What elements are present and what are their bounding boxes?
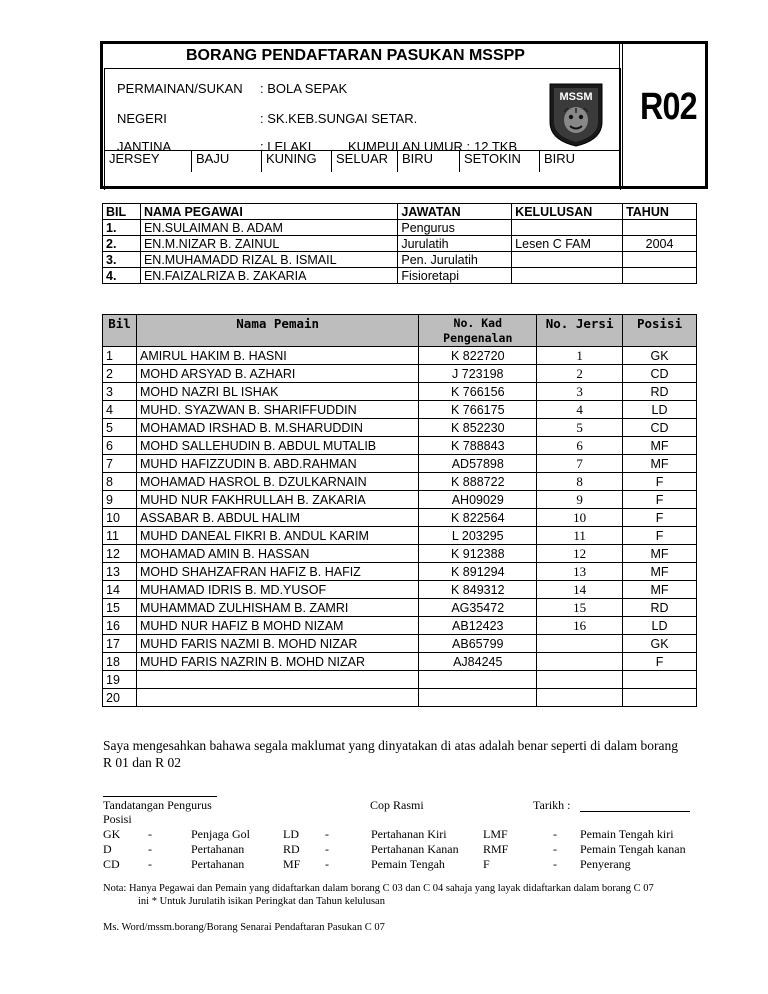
- player-posisi-cell: RD: [623, 599, 697, 617]
- declaration: [103, 737, 703, 771]
- negeri-label: NEGERI: [117, 111, 167, 126]
- player-bil-cell: 15: [103, 599, 137, 617]
- official-nama-pegawai-cell: EN.M.NIZAR B. ZAINUL: [140, 236, 397, 252]
- player-posisi-cell: MF: [623, 545, 697, 563]
- player-no-kad-cell: J 723198: [419, 365, 537, 383]
- player-nama-pemain-cell: MOHAMAD IRSHAD B. M.SHARUDDIN: [136, 419, 418, 437]
- player-bil-cell: 6: [103, 437, 137, 455]
- legend-cell: -: [325, 842, 329, 856]
- header-divider: [622, 44, 623, 186]
- player-no-kad-cell: [419, 671, 537, 689]
- official-row: [103, 236, 697, 252]
- stamp-label: Cop Rasmi: [370, 798, 424, 812]
- legend-cell: Pemain Tengah kiri: [580, 827, 674, 841]
- legend-cell: D: [103, 842, 112, 856]
- permainan-label: PERMAINAN/SUKAN: [117, 81, 243, 96]
- player-no-kad-cell: K 766175: [419, 401, 537, 419]
- player-nama-pemain-cell: [136, 689, 418, 707]
- player-no-jersi-cell: 12: [537, 545, 623, 563]
- player-posisi-cell: LD: [623, 401, 697, 419]
- player-row: [103, 491, 697, 509]
- legend-cell: RMF: [483, 842, 509, 856]
- logo-text: MSSM: [559, 91, 593, 103]
- baju-label: BAJU: [191, 150, 261, 172]
- legend-cell: RD: [283, 842, 300, 856]
- player-no-kad-cell: K 766156: [419, 383, 537, 401]
- col-bil: BIL: [103, 204, 141, 220]
- player-bil-cell: 7: [103, 455, 137, 473]
- player-nama-pemain-cell: MOHD NAZRI BL ISHAK: [136, 383, 418, 401]
- player-no-kad-cell: AG35472: [419, 599, 537, 617]
- player-no-jersi-cell: [537, 671, 623, 689]
- declaration-line-2: R 01 dan R 02: [103, 755, 182, 770]
- player-nama-pemain-cell: MOHAMAD AMIN B. HASSAN: [136, 545, 418, 563]
- header-box: [100, 41, 708, 189]
- player-row: [103, 671, 697, 689]
- player-nama-pemain-cell: MUHAMAD IDRIS B. MD.YUSOF: [136, 581, 418, 599]
- player-no-kad-cell: K 888722: [419, 473, 537, 491]
- legend-row: [103, 842, 703, 857]
- player-bil-cell: 18: [103, 653, 137, 671]
- legend-cell: Penyerang: [580, 857, 631, 871]
- official-kelulusan-cell: Lesen C FAM: [512, 236, 623, 252]
- official-kelulusan-cell: [512, 220, 623, 236]
- player-row: [103, 401, 697, 419]
- player-row: [103, 545, 697, 563]
- note-line-2: ini * Untuk Jurulatih isikan Peringkat dan Tahun kelulusan: [138, 896, 385, 907]
- player-bil-cell: 16: [103, 617, 137, 635]
- player-row: [103, 383, 697, 401]
- legend-cell: Pertahanan: [191, 842, 245, 856]
- player-nama-pemain-cell: AMIRUL HAKIM B. HASNI: [136, 347, 418, 365]
- col-jawatan: JAWATAN: [398, 204, 512, 220]
- official-row: [103, 268, 697, 284]
- legend-cell: -: [148, 857, 152, 871]
- signature-label: Tandatangan Pengurus: [103, 798, 212, 812]
- player-no-kad-cell: L 203295: [419, 527, 537, 545]
- player-posisi-cell: F: [623, 491, 697, 509]
- player-bil-cell: 2: [103, 365, 137, 383]
- player-row: [103, 437, 697, 455]
- player-nama-pemain-cell: MOHD SHAHZAFRAN HAFIZ B. HAFIZ: [136, 563, 418, 581]
- player-no-jersi-cell: 13: [537, 563, 623, 581]
- official-nama-pegawai-cell: EN.MUHAMADD RIZAL B. ISMAIL: [140, 252, 397, 268]
- player-posisi-cell: LD: [623, 617, 697, 635]
- player-no-jersi-cell: 5: [537, 419, 623, 437]
- player-bil-cell: 5: [103, 419, 137, 437]
- footer-path: Ms. Word/mssm.borang/Borang Senarai Pendaftaran Pasukan C 07: [103, 922, 385, 933]
- officials-table: [102, 203, 697, 284]
- note-line-1: Nota: Hanya Pegawai dan Pemain yang didaftarkan dalam borang C 03 dan C 04 sahaja yang layak didaftarkan dalam borang C 07: [103, 883, 654, 894]
- player-posisi-cell: MF: [623, 455, 697, 473]
- official-tahun-cell: 2004: [623, 236, 697, 252]
- player-nama-pemain-cell: [136, 671, 418, 689]
- kumpulan-label: KUMPULAN UMUR :: [348, 139, 471, 154]
- player-no-jersi-cell: 8: [537, 473, 623, 491]
- legend-cell: -: [325, 857, 329, 871]
- player-no-jersi-cell: 7: [537, 455, 623, 473]
- player-posisi-cell: CD: [623, 419, 697, 437]
- player-row: [103, 527, 697, 545]
- player-posisi-cell: GK: [623, 347, 697, 365]
- player-row: [103, 455, 697, 473]
- legend-cell: Pertahanan Kiri: [371, 827, 447, 841]
- form-title: BORANG PENDAFTARAN PASUKAN MSSPP: [186, 47, 525, 64]
- player-row: [103, 365, 697, 383]
- player-posisi-cell: GK: [623, 635, 697, 653]
- col-bil: Bil: [103, 315, 137, 347]
- player-no-kad-cell: AB65799: [419, 635, 537, 653]
- player-nama-pemain-cell: MUHD NUR HAFIZ B MOHD NIZAM: [136, 617, 418, 635]
- player-no-kad-cell: K 852230: [419, 419, 537, 437]
- legend-row: [103, 827, 703, 842]
- player-no-kad-cell: AD57898: [419, 455, 537, 473]
- official-tahun-cell: [623, 252, 697, 268]
- player-row: [103, 419, 697, 437]
- official-kelulusan-cell: [512, 268, 623, 284]
- signature-line: [103, 796, 217, 797]
- player-row: [103, 581, 697, 599]
- player-bil-cell: 11: [103, 527, 137, 545]
- legend-title: Posisi: [103, 812, 132, 826]
- player-no-kad-cell: K 822720: [419, 347, 537, 365]
- player-no-kad-cell: K 849312: [419, 581, 537, 599]
- player-no-jersi-cell: 9: [537, 491, 623, 509]
- player-bil-cell: 1: [103, 347, 137, 365]
- player-bil-cell: 12: [103, 545, 137, 563]
- player-posisi-cell: F: [623, 473, 697, 491]
- official-jawatan-cell: Pengurus: [398, 220, 512, 236]
- player-bil-cell: 10: [103, 509, 137, 527]
- official-jawatan-cell: Fisioretapi: [398, 268, 512, 284]
- legend-cell: Pertahanan Kanan: [371, 842, 459, 856]
- players-header-row: [103, 315, 697, 347]
- player-posisi-cell: [623, 671, 697, 689]
- official-jawatan-cell: Jurulatih: [398, 236, 512, 252]
- official-nama-pegawai-cell: EN.SULAIMAN B. ADAM: [140, 220, 397, 236]
- player-row: [103, 347, 697, 365]
- col-nama-pemain: Nama Pemain: [136, 315, 418, 347]
- player-nama-pemain-cell: MUHD FARIS NAZRIN B. MOHD NIZAR: [136, 653, 418, 671]
- official-row: [103, 252, 697, 268]
- player-row: [103, 563, 697, 581]
- player-posisi-cell: MF: [623, 581, 697, 599]
- official-bil-cell: 3.: [103, 252, 141, 268]
- player-no-kad-cell: AH09029: [419, 491, 537, 509]
- official-bil-cell: 2.: [103, 236, 141, 252]
- setokin-value: BIRU: [539, 150, 619, 172]
- form-code: R02: [640, 86, 697, 128]
- player-no-jersi-cell: 10: [537, 509, 623, 527]
- legend-cell: Pemain Tengah: [371, 857, 445, 871]
- player-posisi-cell: F: [623, 653, 697, 671]
- player-nama-pemain-cell: ASSABAR B. ABDUL HALIM: [136, 509, 418, 527]
- jantina-label: JANTINA: [117, 139, 172, 154]
- official-tahun-cell: [623, 268, 697, 284]
- legend-cell: CD: [103, 857, 120, 871]
- player-row: [103, 635, 697, 653]
- official-tahun-cell: [623, 220, 697, 236]
- officials-header-row: [103, 204, 697, 220]
- player-nama-pemain-cell: MOHD ARSYAD B. AZHARI: [136, 365, 418, 383]
- col-posisi: Posisi: [623, 315, 697, 347]
- legend-cell: -: [325, 827, 329, 841]
- player-no-kad-cell: K 912388: [419, 545, 537, 563]
- player-no-kad-cell: K 891294: [419, 563, 537, 581]
- setokin-label: SETOKIN: [459, 150, 539, 172]
- player-no-jersi-cell: 2: [537, 365, 623, 383]
- player-no-jersi-cell: 15: [537, 599, 623, 617]
- player-no-kad-cell: AJ84245: [419, 653, 537, 671]
- col-nama-pegawai: NAMA PEGAWAI: [140, 204, 397, 220]
- date-label: Tarikh :: [533, 798, 571, 812]
- legend-cell: -: [148, 842, 152, 856]
- seluar-label: SELUAR: [331, 150, 397, 172]
- legend-cell: -: [148, 827, 152, 841]
- player-no-jersi-cell: 3: [537, 383, 623, 401]
- player-bil-cell: 4: [103, 401, 137, 419]
- seluar-value: BIRU: [397, 150, 459, 172]
- legend-cell: -: [553, 842, 557, 856]
- player-posisi-cell: [623, 689, 697, 707]
- jersey-label: JERSEY: [104, 150, 191, 172]
- player-no-jersi-cell: 6: [537, 437, 623, 455]
- player-bil-cell: 3: [103, 383, 137, 401]
- player-no-jersi-cell: 16: [537, 617, 623, 635]
- player-nama-pemain-cell: MUHD NUR FAKHRULLAH B. ZAKARIA: [136, 491, 418, 509]
- player-bil-cell: 13: [103, 563, 137, 581]
- player-bil-cell: 14: [103, 581, 137, 599]
- col-tahun: TAHUN: [623, 204, 697, 220]
- player-no-jersi-cell: [537, 635, 623, 653]
- player-row: [103, 473, 697, 491]
- player-nama-pemain-cell: MOHD SALLEHUDIN B. ABDUL MUTALIB: [136, 437, 418, 455]
- declaration-line-1: Saya mengesahkan bahawa segala maklumat yang dinyatakan di atas adalah benar seperti di dalam borang: [103, 738, 679, 753]
- player-posisi-cell: F: [623, 509, 697, 527]
- player-no-jersi-cell: 1: [537, 347, 623, 365]
- players-table: [102, 314, 697, 707]
- player-no-kad-cell: K 788843: [419, 437, 537, 455]
- official-jawatan-cell: Pen. Jurulatih: [398, 252, 512, 268]
- player-row: [103, 509, 697, 527]
- player-bil-cell: 19: [103, 671, 137, 689]
- player-no-jersi-cell: 4: [537, 401, 623, 419]
- player-nama-pemain-cell: MUHD FARIS NAZMI B. MOHD NIZAR: [136, 635, 418, 653]
- legend-cell: Pertahanan: [191, 857, 245, 871]
- col-no-jersi: No. Jersi: [537, 315, 623, 347]
- position-legend: [103, 827, 703, 872]
- player-no-jersi-cell: [537, 653, 623, 671]
- legend-row: [103, 857, 703, 872]
- player-nama-pemain-cell: MUHAMMAD ZULHISHAM B. ZAMRI: [136, 599, 418, 617]
- player-nama-pemain-cell: MUHD DANEAL FIKRI B. ANDUL KARIM: [136, 527, 418, 545]
- player-row: [103, 617, 697, 635]
- player-bil-cell: 9: [103, 491, 137, 509]
- player-nama-pemain-cell: MOHAMAD HASROL B. DZULKARNAIN: [136, 473, 418, 491]
- player-no-jersi-cell: [537, 689, 623, 707]
- baju-value: KUNING: [261, 150, 331, 172]
- player-posisi-cell: MF: [623, 563, 697, 581]
- player-row: [103, 653, 697, 671]
- date-line: [580, 811, 690, 812]
- legend-cell: LMF: [483, 827, 508, 841]
- player-no-jersi-cell: 11: [537, 527, 623, 545]
- player-posisi-cell: CD: [623, 365, 697, 383]
- legend-cell: Penjaga Gol: [191, 827, 250, 841]
- official-kelulusan-cell: [512, 252, 623, 268]
- player-nama-pemain-cell: MUHD HAFIZZUDIN B. ABD.RAHMAN: [136, 455, 418, 473]
- mssm-logo: [546, 82, 606, 148]
- player-bil-cell: 20: [103, 689, 137, 707]
- permainan-value: : BOLA SEPAK: [260, 81, 348, 96]
- player-row: [103, 599, 697, 617]
- player-row: [103, 689, 697, 707]
- player-nama-pemain-cell: MUHD. SYAZWAN B. SHARIFFUDDIN: [136, 401, 418, 419]
- jantina-value: : LELAKI: [260, 139, 312, 154]
- legend-cell: Pemain Tengah kanan: [580, 842, 686, 856]
- col-kelulusan: KELULUSAN: [512, 204, 623, 220]
- player-no-kad-cell: AB12423: [419, 617, 537, 635]
- official-row: [103, 220, 697, 236]
- player-no-jersi-cell: 14: [537, 581, 623, 599]
- official-bil-cell: 1.: [103, 220, 141, 236]
- legend-cell: MF: [283, 857, 301, 871]
- player-posisi-cell: F: [623, 527, 697, 545]
- legend-cell: LD: [283, 827, 299, 841]
- legend-cell: F: [483, 857, 490, 871]
- player-no-kad-cell: K 822564: [419, 509, 537, 527]
- negeri-value: : SK.KEB.SUNGAI SETAR.: [260, 111, 418, 126]
- player-no-kad-cell: [419, 689, 537, 707]
- player-posisi-cell: MF: [623, 437, 697, 455]
- player-posisi-cell: RD: [623, 383, 697, 401]
- col-no-kad: No. Kad Pengenalan: [419, 315, 537, 347]
- kumpulan-value: 12 TKB: [474, 139, 518, 154]
- legend-cell: GK: [103, 827, 121, 841]
- player-bil-cell: 17: [103, 635, 137, 653]
- official-nama-pegawai-cell: EN.FAIZALRIZA B. ZAKARIA: [140, 268, 397, 284]
- player-bil-cell: 8: [103, 473, 137, 491]
- legend-cell: -: [553, 827, 557, 841]
- official-bil-cell: 4.: [103, 268, 141, 284]
- legend-cell: -: [553, 857, 557, 871]
